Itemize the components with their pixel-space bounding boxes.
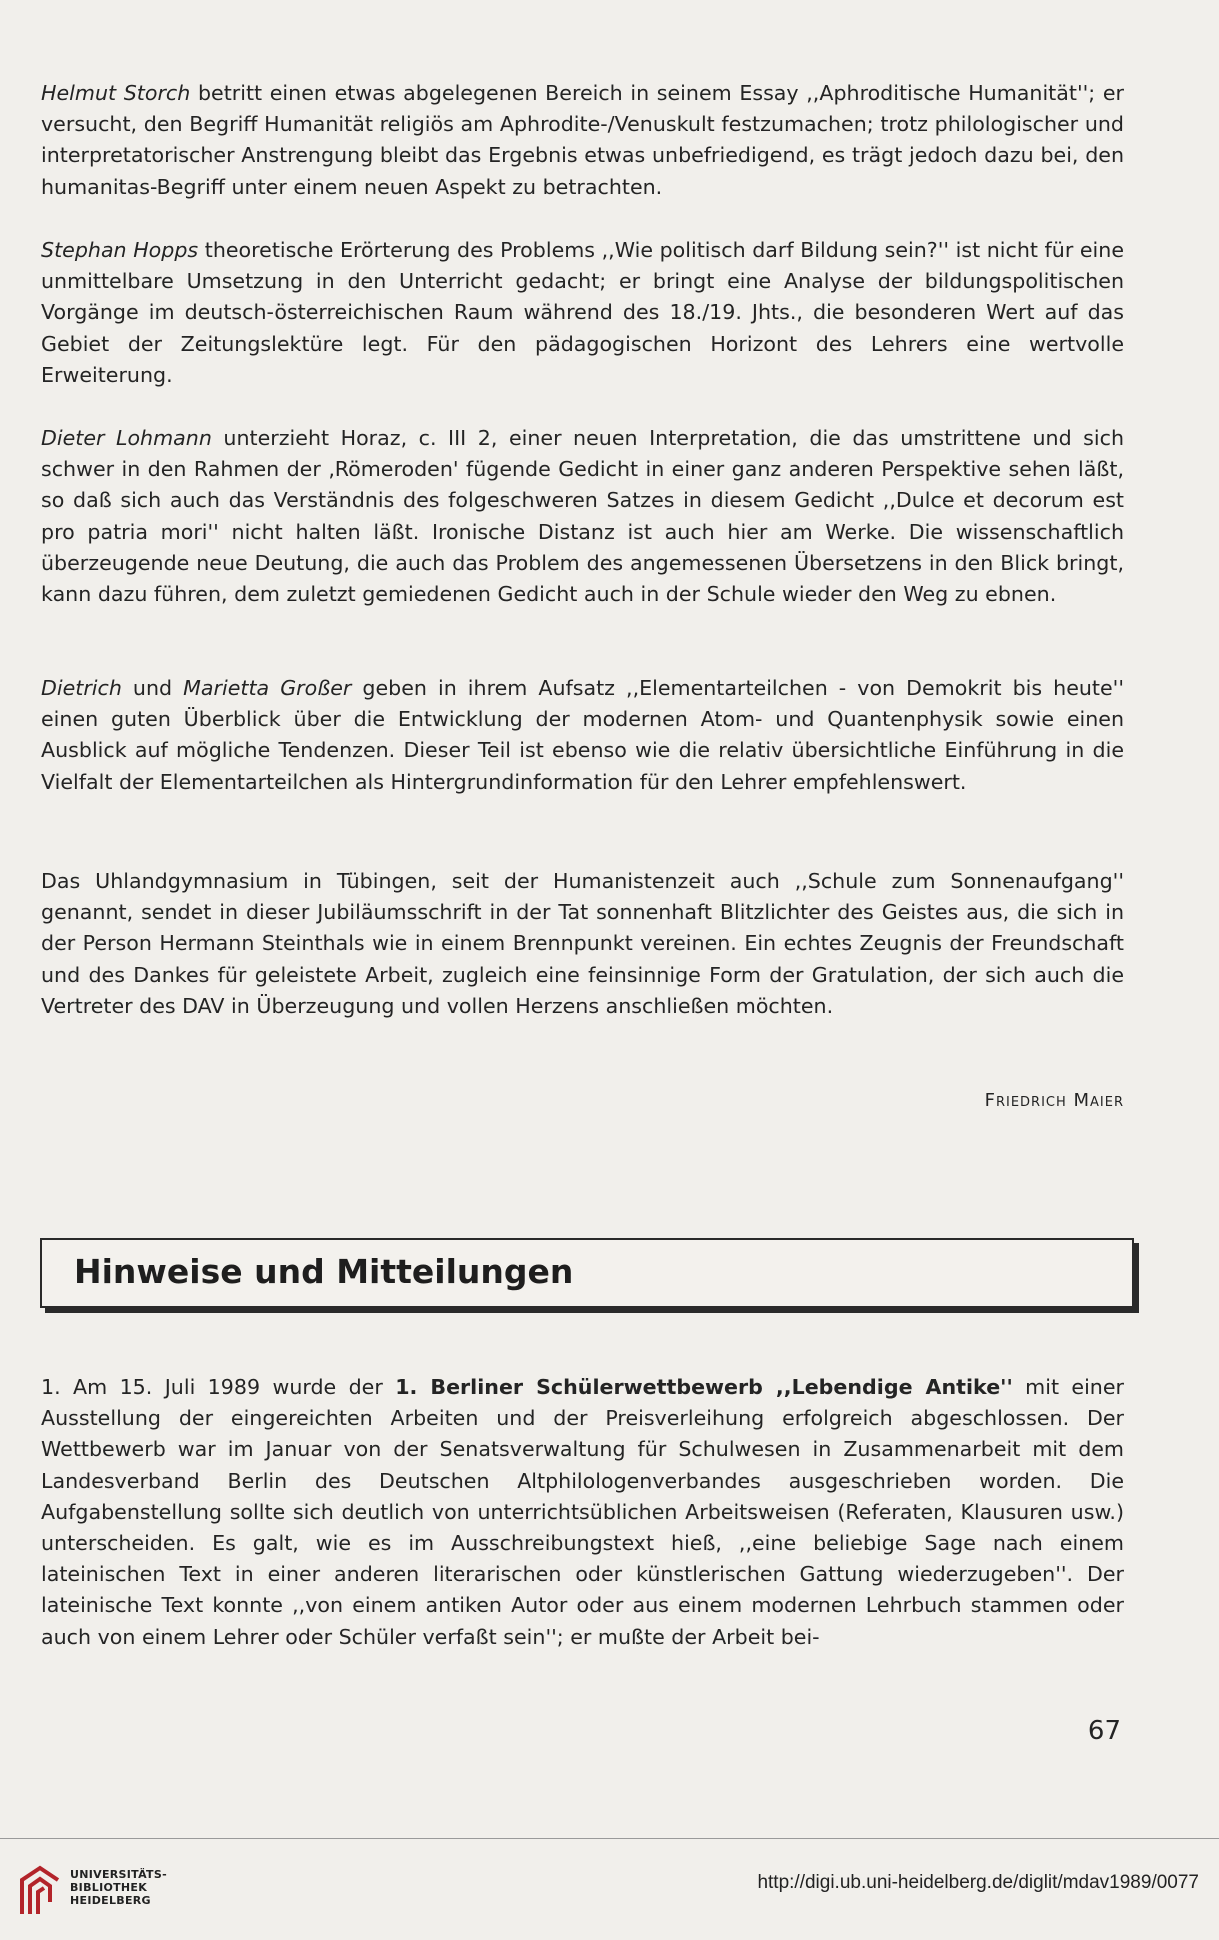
library-logo: [14, 1862, 174, 1922]
review-paragraph-grosser: [41, 673, 1124, 798]
library-logo-icon: [14, 1862, 64, 1918]
paragraph-text: theoretische Erörterung des Problems ,,Wie politisch darf Bildung sein?'' ist nicht für eine unmittelbare Umsetzung in den Unterricht gedacht; er bringt eine Analyse der bildungspolitischen Vorgänge im deutsch-österreichischen Raum während des 18./19. Jhts., die besonderen Wert auf das Gebiet der Zeitungslektüre legt. Für den pädagogischen Horizont des Lehrers eine wertvolle Erweiterung.: [41, 238, 1125, 387]
paragraph-text: mit einer Ausstellung der eingereichten Arbeiten und der Preisverleihung erfolgreich abgeschlossen. Der Wettbewerb war im Januar von der Senatsverwaltung für Schulwesen in Zusammenarbeit mit dem Landesverband Berlin des Deutschen Altphilologenverbandes ausgeschrieben worden. Die Aufgabenstellung sollte sich deutlich von unterrichtsüblichen Arbeitsweisen (Referaten, Klausuren usw.) unterscheiden. Es galt, wie es im Ausschreibungstext hieß, ,,eine beliebige Sage nach einem lateinischen Text in einer anderen literarischen oder künstlerischen Gattung wiederzugeben''. Der lateinische Text konnte ,,von einem antiken Autor oder aus einem modernen Lehrbuch stammen oder auch von einem Lehrer oder Schüler verfaßt sein''; er mußte der Arbeit bei-: [41, 1375, 1124, 1649]
review-paragraph-storch: [41, 78, 1124, 203]
paragraph-text: betritt einen etwas abgelegenen Bereich in seinem Essay ,,Aphroditische Humanität''; er versucht, den Begriff Humanität religiös am Aphrodite-/Venuskult festzumachen; trotz philologischer und interpretatorischer Anstrengung bleibt das Ergebnis etwas unbefriedigend, es trägt jedoch dazu bei, den humanitas-Begriff unter einem neuen Aspekt zu betrachten.: [41, 81, 1124, 199]
paragraph-text: Am 15. Juli 1989 wurde der: [60, 1375, 396, 1399]
author-name: Marietta Großer: [183, 676, 352, 700]
conjunction-text: und: [121, 676, 184, 700]
review-paragraph-hopps: [41, 235, 1124, 391]
item-number: 1.: [41, 1375, 61, 1399]
author-name: Helmut Storch: [41, 81, 191, 105]
paragraph-text: Das Uhlandgymnasium in Tübingen, seit der Humanistenzeit auch ,,Schule zum Sonnenaufgang'' genannt, sendet in dieser Jubiläumsschrift in der Tat sonnenhaft Blitzlichter des Geistes aus, die sich in der Person Hermann Steinthals wie in einem Brennpunkt vereinen. Ein echtes Zeugnis der Freundschaft und des Dankes für geleistete Arbeit, zugleich eine feinsinnige Form der Gratulation, der sich auch die Vertreter des DAV in Überzeugung und vollen Herzens anschließen möchten.: [41, 869, 1124, 1018]
footer-divider: [0, 1838, 1219, 1839]
review-paragraph-lohmann: [41, 423, 1124, 610]
source-url-link[interactable]: http://digi.ub.uni-heidelberg.de/diglit/mdav1989/0077: [757, 1872, 1199, 1893]
library-logo-text: [70, 1868, 167, 1907]
paragraph-text: geben in ihrem Aufsatz ,,Elementarteilchen - von Demokrit bis heute'' einen guten Überblick über die Entwicklung der modernen Atom- und Quantenphysik sowie einen Ausblick auf mögliche Tendenzen. Dieser Teil ist ebenso wie die relativ übersichtliche Einführung in die Vielfalt der Elementarteilchen als Hintergrundinformation für den Lehrer empfehlenswert.: [41, 676, 1124, 794]
section-heading-box: [40, 1238, 1134, 1308]
author-name: Stephan Hopps: [41, 238, 199, 262]
competition-name: 1. Berliner Schülerwettbewerb ,,Lebendige Antike'': [395, 1375, 1013, 1399]
notice-paragraph-1: [41, 1372, 1124, 1653]
logo-line: HEIDELBERG: [70, 1894, 151, 1907]
section-heading: Hinweise und Mitteilungen: [74, 1252, 574, 1291]
paragraph-text: unterzieht Horaz, c. III 2, einer neuen Interpretation, die das umstrittene und sich schwer in den Rahmen der ‚Römeroden' fügende Gedicht in einer ganz anderen Perspektive sehen läßt, so daß sich auch das Verständnis des folgeschweren Satzes in diesem Gedicht ,,Dulce et decorum est pro patria mori'' nicht halten läßt. Ironische Distanz ist auch hier am Werke. Die wissenschaftlich überzeugende neue Deutung, die auch das Problem des angemessenen Übersetzens in den Blick bringt, kann dazu führen, dem zuletzt gemiedenen Gedicht auch in der Schule wieder den Weg zu ebnen.: [41, 426, 1125, 607]
logo-line: BIBLIOTHEK: [70, 1881, 148, 1894]
logo-line: UNIVERSITÄTS-: [70, 1868, 167, 1881]
signature: Friedrich Maier: [984, 1090, 1124, 1111]
closing-paragraph: [41, 866, 1124, 1022]
author-name: Dietrich: [41, 676, 122, 700]
author-name: Dieter Lohmann: [41, 426, 212, 450]
page-number: 67: [1087, 1716, 1121, 1746]
